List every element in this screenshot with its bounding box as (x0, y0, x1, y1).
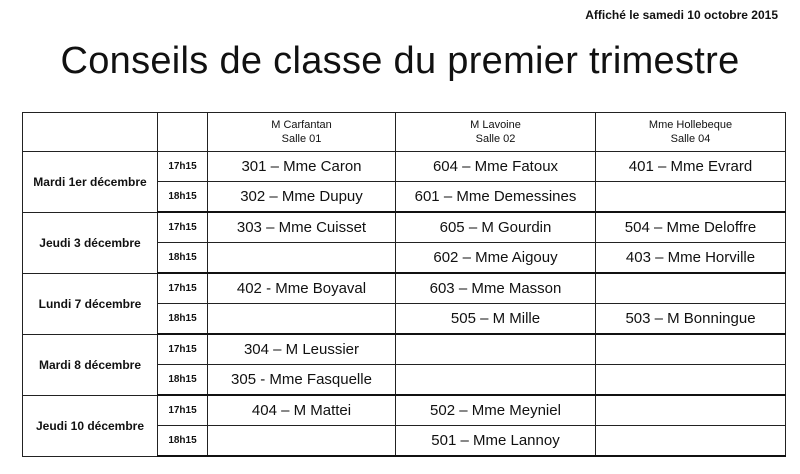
class-entry (396, 365, 596, 396)
class-entry: 303 – Mme Cuisset (208, 212, 396, 243)
room-name: Salle 04 (670, 133, 711, 145)
day-label: Jeudi 3 décembre (23, 212, 158, 273)
day-label: Mardi 1er décembre (23, 152, 158, 213)
class-entry: 502 – Mme Meyniel (396, 395, 596, 426)
class-entry: 302 – Mme Dupuy (208, 182, 396, 213)
schedule-row (23, 212, 786, 243)
schedule-row (23, 273, 786, 304)
class-entry (596, 334, 786, 365)
corner-cell (23, 113, 158, 152)
time-slot: 18h15 (158, 243, 208, 274)
time-slot: 18h15 (158, 304, 208, 335)
class-entry (596, 395, 786, 426)
room-header (208, 113, 396, 152)
schedule-row (23, 152, 786, 182)
class-entry: 403 – Mme Horville (596, 243, 786, 274)
time-slot: 17h15 (158, 273, 208, 304)
class-entry (396, 334, 596, 365)
time-header-cell (158, 113, 208, 152)
class-entry: 504 – Mme Deloffre (596, 212, 786, 243)
class-entry (208, 304, 396, 335)
class-entry (596, 182, 786, 213)
day-label: Lundi 7 décembre (23, 273, 158, 334)
room-header (396, 113, 596, 152)
class-entry (596, 426, 786, 457)
teacher-name: M Carfantan (271, 119, 332, 131)
class-entry: 402 - Mme Boyaval (208, 273, 396, 304)
room-name: Salle 02 (475, 133, 516, 145)
teacher-name: Mme Hollebeque (648, 119, 733, 131)
class-entry: 503 – M Bonningue (596, 304, 786, 335)
class-entry: 605 – M Gourdin (396, 212, 596, 243)
time-slot: 17h15 (158, 395, 208, 426)
class-entry: 602 – Mme Aigouy (396, 243, 596, 274)
class-entry (596, 365, 786, 396)
time-slot: 18h15 (158, 365, 208, 396)
class-entry: 305 - Mme Fasquelle (208, 365, 396, 396)
posted-date: Affiché le samedi 10 octobre 2015 (585, 8, 778, 22)
class-entry (208, 426, 396, 457)
day-label: Mardi 8 décembre (23, 334, 158, 395)
class-entry: 404 – M Mattei (208, 395, 396, 426)
room-header (596, 113, 786, 152)
schedule-row (23, 395, 786, 426)
class-entry: 603 – Mme Masson (396, 273, 596, 304)
class-entry (208, 243, 396, 274)
time-slot: 17h15 (158, 212, 208, 243)
class-entry: 301 – Mme Caron (208, 152, 396, 182)
time-slot: 18h15 (158, 426, 208, 457)
class-entry: 604 – Mme Fatoux (396, 152, 596, 182)
class-entry: 304 – M Leussier (208, 334, 396, 365)
schedule-table (22, 112, 786, 457)
class-entry: 401 – Mme Evrard (596, 152, 786, 182)
header-row (23, 113, 786, 152)
schedule-row (23, 334, 786, 365)
class-entry (596, 273, 786, 304)
time-slot: 17h15 (158, 334, 208, 365)
time-slot: 17h15 (158, 152, 208, 182)
time-slot: 18h15 (158, 182, 208, 213)
day-label: Jeudi 10 décembre (23, 395, 158, 456)
room-name: Salle 01 (281, 133, 322, 145)
teacher-name: M Lavoine (470, 119, 521, 131)
class-entry: 501 – Mme Lannoy (396, 426, 596, 457)
page-title: Conseils de classe du premier trimestre (60, 40, 740, 82)
class-entry: 505 – M Mille (396, 304, 596, 335)
class-entry: 601 – Mme Demessines (396, 182, 596, 213)
